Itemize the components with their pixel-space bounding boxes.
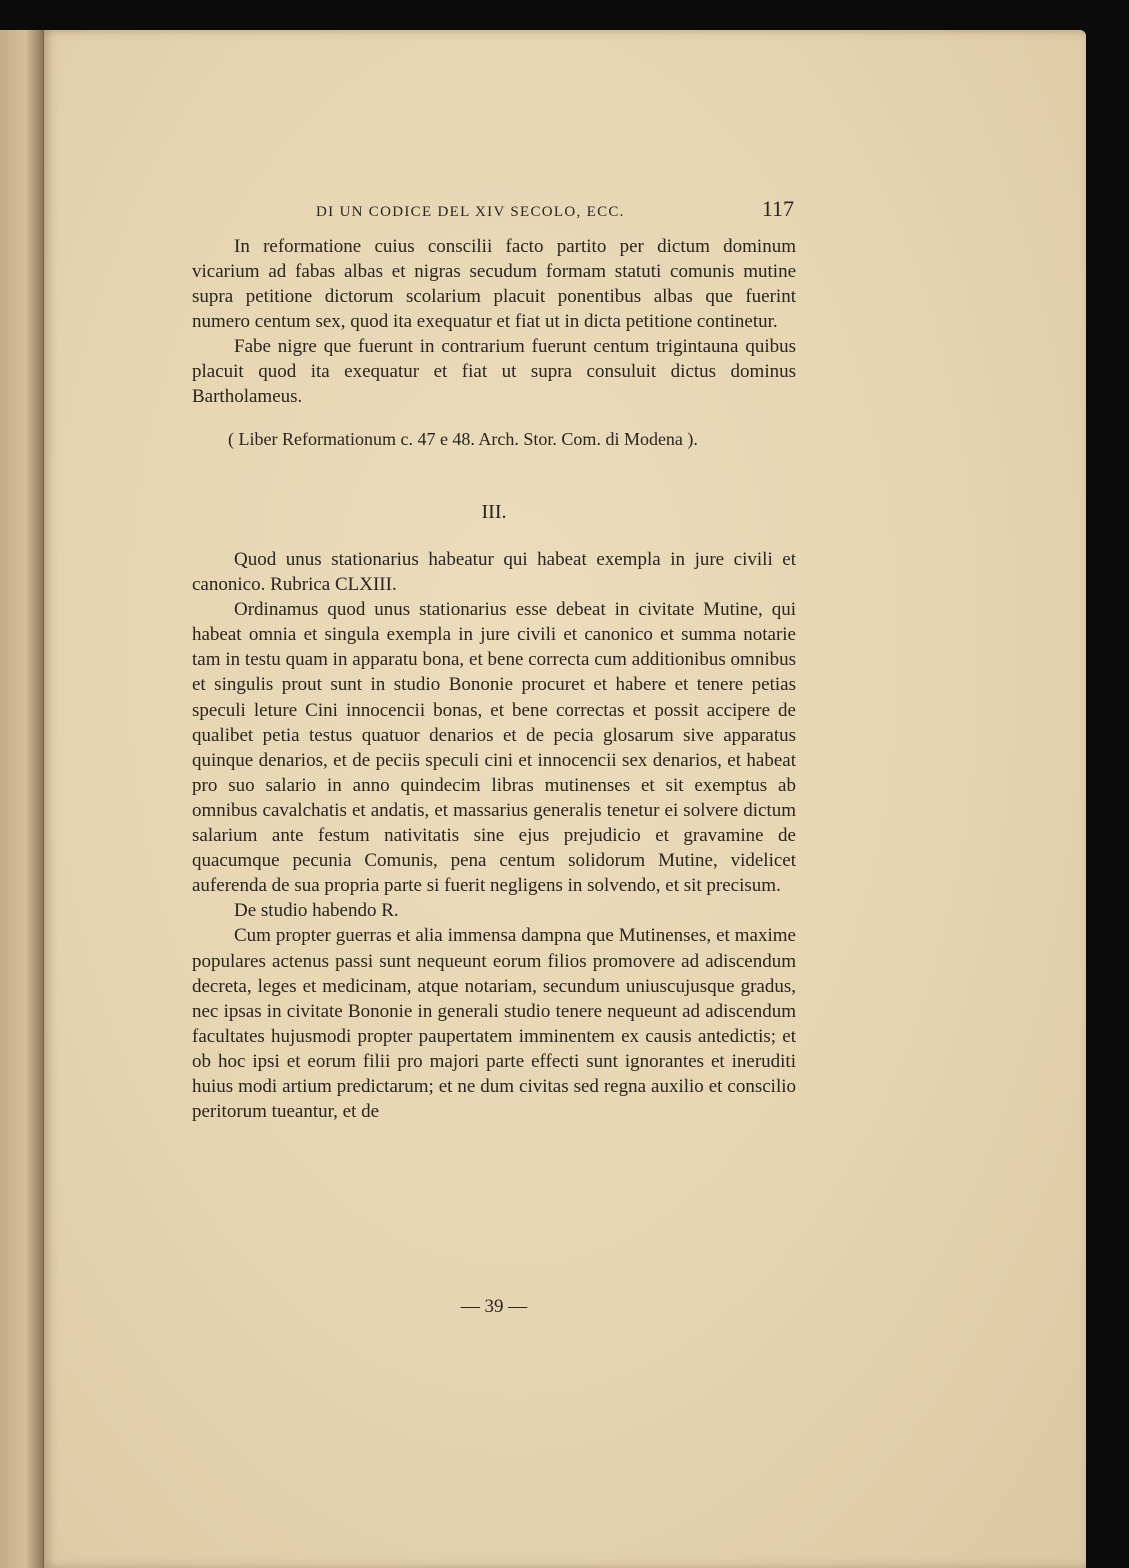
paragraph: In reformatione cuius conscilii facto partito per dictum dominum vicarium ad fabas albas et nigras secudum formam statuti comunis mutine supra petitione dictorum scolarium placuit ponentibus albas que fuerint numero centum sex, quod ita exequatur et fiat ut in dicta petitione continetur.: [192, 236, 796, 332]
archival-citation: ( Liber Reformationum c. 47 e 48. Arch. Stor. Com. di Modena ).: [228, 429, 698, 449]
page-number: 117: [761, 196, 794, 221]
facing-page-edge: [0, 30, 46, 1568]
running-header: [192, 196, 796, 228]
paragraph: Ordinamus quod unus stationarius esse debeat in civitate Mutine, qui habeat omnia et singula exempla in jure civili et canonico et summa notarie tam in testu quam in apparatu bona, et bene correcta cum additionibus omnibus et singulis prout sunt in studio Bononie procuret et habere et tenere petias speculi leture Cini innocencii bonas, et bene correctas et possit accipere de qualibet petia testus quatuor denarios et de pecia glosarum sive apparatus quinque denarios, et de peciis speculi cini et innocencii sex denarios, et habeat pro suo salario in anno quindecim libras mutinenses et sit exemptus ab omnibus cavalchatis et andatis, et massarius generalis tenetur ei solvere dictum salarium ante festum nativitatis sine ejus prejudicio et gravamine de quacumque pecunia Comunis, pena centum solidorum Mutine, videlicet auferenda de sua propria parte si fuerit negligens in solvendo, et sit precisum.: [192, 599, 796, 897]
paragraph: Fabe nigre que fuerunt in contrarium fuerunt centum trigintauna quibus placuit quod ita exequatur et fiat ut supra consuluit dictus dominus Bartholameus.: [192, 336, 796, 407]
running-title: DI UN CODICE DEL XIV SECOLO, ECC.: [316, 204, 625, 220]
page-text-column: [192, 196, 796, 1124]
statute-text: [192, 547, 796, 1124]
rubric-title: Quod unus stationarius habeatur qui habeat exempla in jure civili et canonico. Rubrica CLXIII.: [192, 549, 796, 596]
paragraph: Cum propter guerras et alia immensa dampna que Mutinenses, et maxime populares actenus passi sunt nequeunt eorum filios promovere ad adiscendum decreta, leges et medicinam, atque notariam, secundum uniuscujusque gradus, nec ipsas in civitate Bononie in generali studio tenere nequeunt ad adiscendum facultates hujusmodi propter paupertatem imminentem ex causis antedictis; et ob hoc ipsi et eorum filii pro majori parte effecti sunt ignorantes et ineruditi huius modi artium predictarum; et ne dum civitas sed regna auxilio et conscilio peritorum tueantur, et de: [192, 925, 796, 1123]
rubric-title: De studio habendo R.: [234, 900, 399, 922]
signature-mark: — 39 —: [460, 1296, 528, 1317]
section-heading: III.: [481, 501, 507, 523]
resolution-text: [192, 234, 796, 409]
